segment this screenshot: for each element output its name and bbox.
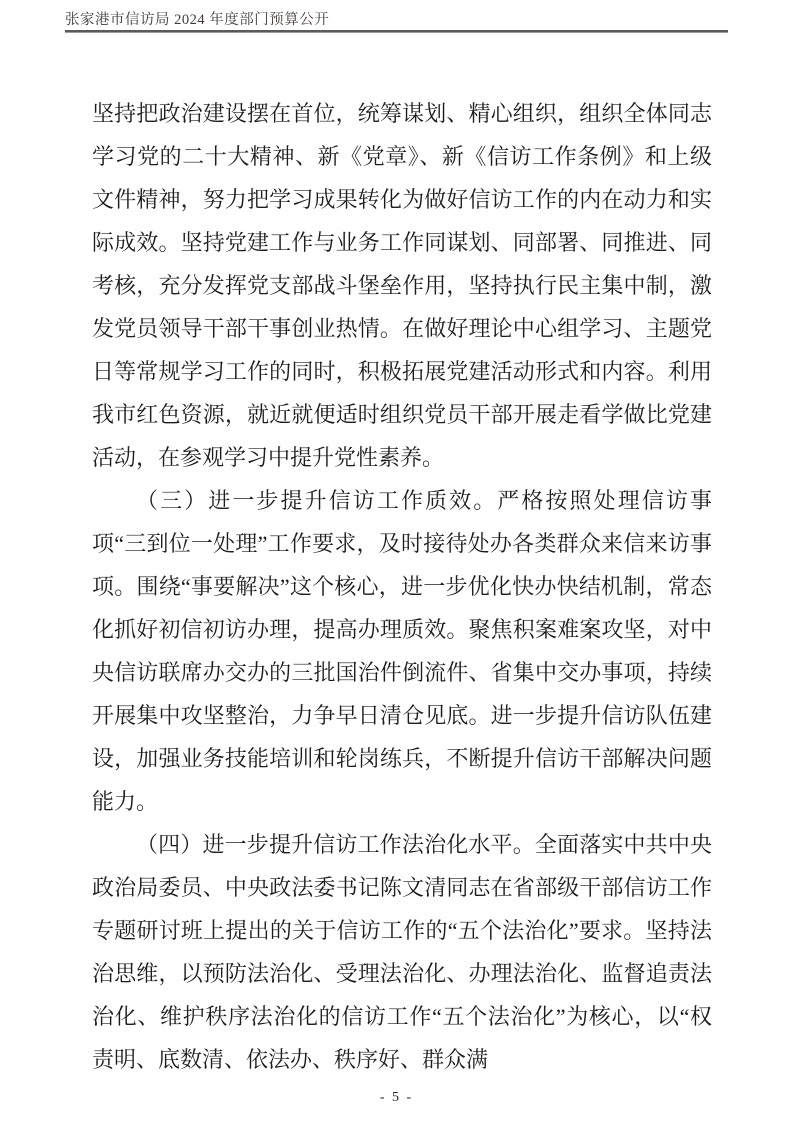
page-header-title: 张家港市信访局 2024 年度部门预算公开 [65,12,330,28]
document-body [92,92,712,1081]
body-paragraph: （三）进一步提升信访工作质效。严格按照处理信访事项“三到位一处理”工作要求，及时接待处办各类群众来信来访事项。围绕“事要解决”这个核心，进一步优化快办快结机制，常态化抓好初信初访办理，提高办理质效。聚焦积案难案攻坚，对中央信访联席办交办的三批国治件倒流件、省集中交办事项，持续开展集中攻坚整治，力争早日清仓见底。进一步提升信访队伍建设，加强业务技能培训和轮岗练兵，不断提升信访干部解决问题能力。 [92,488,712,814]
page-number: - 5 - [379,1090,414,1105]
body-paragraph: （四）进一步提升信访工作法治化水平。全面落实中共中央政治局委员、中央政法委书记陈文清同志在省部级干部信访工作专题研讨班上提出的关于信访工作的“五个法治化”要求。坚持法治思维，以预防法治化、受理法治化、办理法治化、监督追责法治化、维护秩序法治化的信访工作“五个法治化”为核心，以“权责明、底数清、依法办、秩序好、群众满 [92,832,712,1072]
body-paragraph: 坚持把政治建设摆在首位，统筹谋划、精心组织，组织全体同志学习党的二十大精神、新《党章》、新《信访工作条例》和上级文件精神，努力把学习成果转化为做好信访工作的内在动力和实际成效。坚持党建工作与业务工作同谋划、同部署、同推进、同考核，充分发挥党支部战斗堡垒作用，坚持执行民主集中制，激发党员领导干部干事创业热情。在做好理论中心组学习、主题党日等常规学习工作的同时，积极拓展党建活动形式和内容。利用我市红色资源，就近就便适时组织党员干部开展走看学做比党建活动，在参观学习中提升党性素养。 [92,101,712,470]
page-header [65,12,728,33]
header-divider [65,30,728,33]
